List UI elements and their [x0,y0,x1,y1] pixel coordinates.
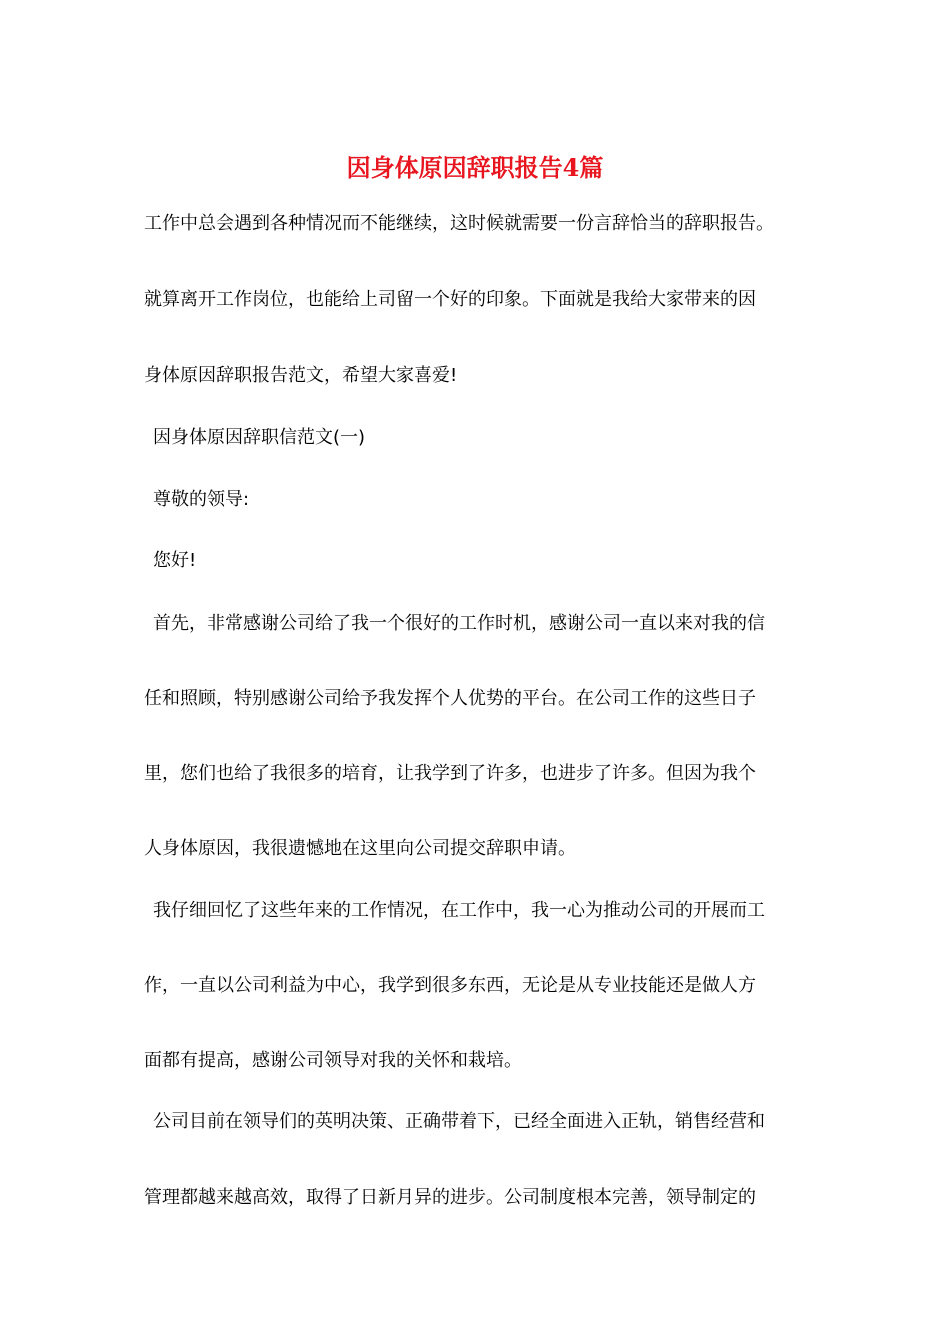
greeting: 您好! [153,550,197,571]
paragraph-line: 任和照顾，特别感谢公司给予我发挥个人优势的平台。在公司工作的这些日子 [144,688,756,709]
paragraph-line: 人身体原因，我很遗憾地在这里向公司提交辞职申请。 [144,838,576,859]
salutation: 尊敬的领导: [153,489,250,510]
document-title: 因身体原因辞职报告4篇 [346,153,604,182]
paragraph-line: 作，一直以公司利益为中心，我学到很多东西，无论是从专业技能还是做人方 [144,975,756,996]
paragraph-line: 就算离开工作岗位，也能给上司留一个好的印象。下面就是我给大家带来的因 [144,289,756,310]
paragraph-line: 我仔细回忆了这些年来的工作情况，在工作中，我一心为推动公司的开展而工 [153,900,765,921]
paragraph-line: 公司目前在领导们的英明决策、正确带着下，已经全面进入正轨，销售经营和 [153,1111,765,1132]
paragraph-line: 面都有提高，感谢公司领导对我的关怀和栽培。 [144,1050,522,1071]
paragraph-line: 首先，非常感谢公司给了我一个很好的工作时机，感谢公司一直以来对我的信 [153,613,765,634]
section-heading: 因身体原因辞职信范文(一) [153,427,366,448]
paragraph-line: 身体原因辞职报告范文，希望大家喜爱! [144,365,458,386]
paragraph-line: 里，您们也给了我很多的培育，让我学到了许多，也进步了许多。但因为我个 [144,763,756,784]
paragraph-line: 管理都越来越高效，取得了日新月异的进步。公司制度根本完善，领导制定的 [144,1187,756,1208]
paragraph-line: 工作中总会遇到各种情况而不能继续，这时候就需要一份言辞恰当的辞职报告。 [144,213,774,234]
